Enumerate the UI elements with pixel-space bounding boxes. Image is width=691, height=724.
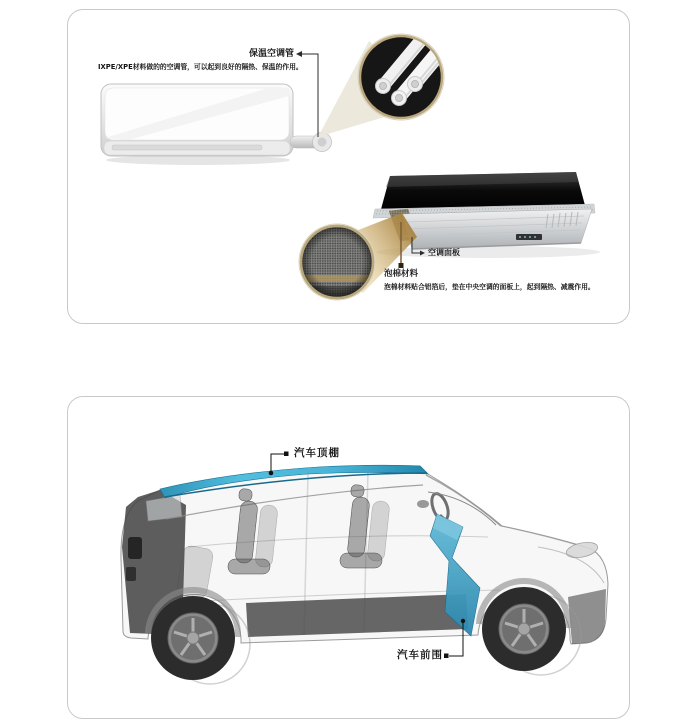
insulated-pipe (290, 133, 332, 152)
hvac-panel (67, 9, 630, 324)
arrow-left-icon (296, 51, 302, 57)
foam-label: 泡棉材料 (384, 269, 419, 279)
square-bullet-icon (444, 654, 449, 659)
hvac-illustration (68, 10, 629, 323)
side-mirror (417, 500, 429, 508)
magnifier-circle-pipes (358, 19, 472, 120)
panel-label: 空调面板 (428, 248, 460, 257)
frontwall-label: 汽车前围 (397, 649, 443, 661)
magnifier-circle-foam (298, 224, 376, 316)
foam-description: 泡棉材料贴合铝箔后，垫在中央空调的面板上，起到隔热、减震作用。 (384, 283, 595, 291)
wall-air-conditioner (101, 84, 293, 165)
roof-label: 汽车顶棚 (294, 447, 340, 459)
square-bullet-icon (284, 452, 289, 457)
pipe-description: IXPE/XPE材料做的的空调管，可以起到良好的隔热、保温的作用。 (98, 63, 303, 71)
tail-light (128, 537, 142, 559)
car-illustration (68, 397, 629, 718)
car-panel (67, 396, 630, 719)
pipe-label: 保温空调管 (249, 49, 295, 59)
